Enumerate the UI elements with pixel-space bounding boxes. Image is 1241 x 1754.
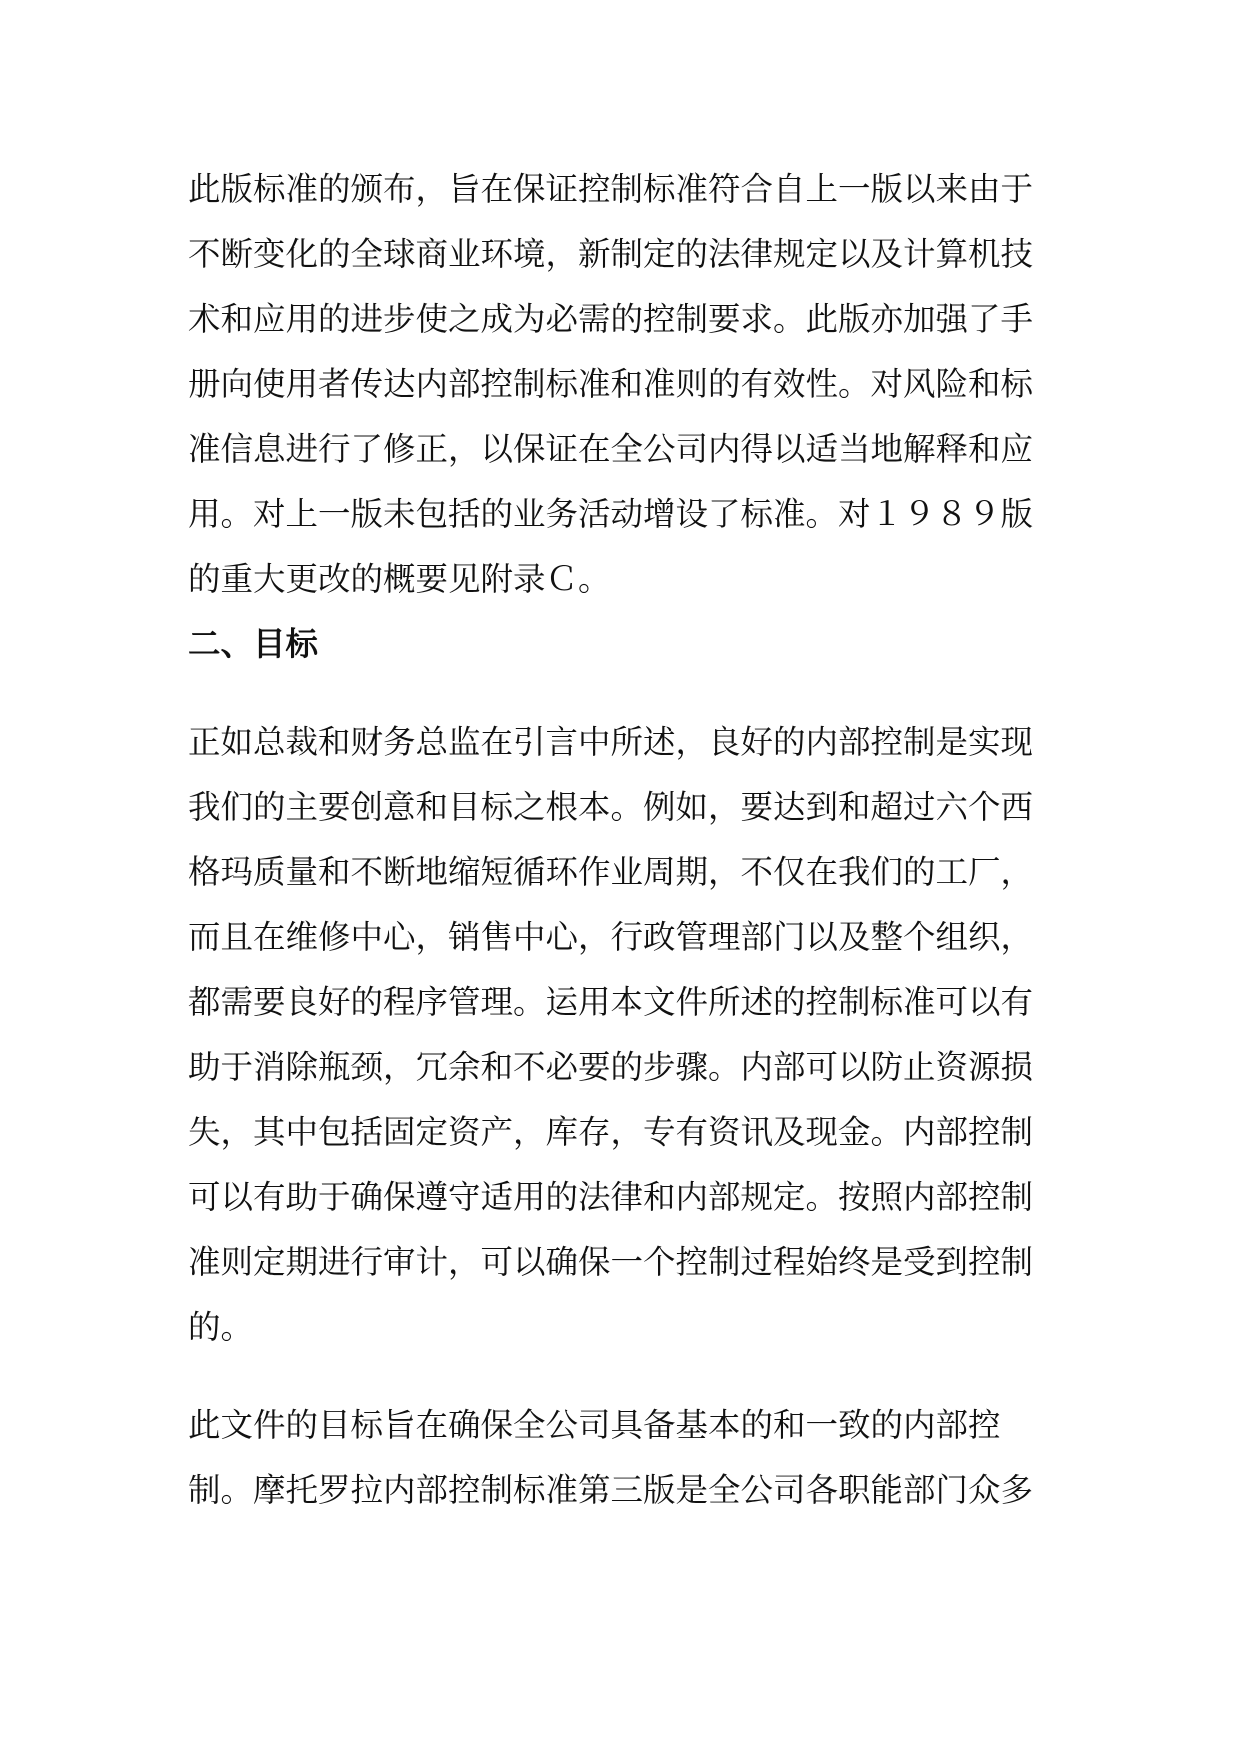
text-line: 此文件的目标旨在确保全公司具备基本的和一致的内部控 (188, 1406, 1001, 1444)
text-line: 准信息进行了修正，以保证在全公司内得以适当地解释和应 (188, 430, 1034, 468)
section-heading-objectives: 二、目标 (188, 625, 319, 663)
text-line: 失，其中包括固定资产，库存，专有资讯及现金。内部控制 (188, 1113, 1034, 1151)
text-line: 而且在维修中心，销售中心，行政管理部门以及整个组织， (188, 918, 1034, 956)
text-line: 格玛质量和不断地缩短循环作业周期，不仅在我们的工厂， (188, 853, 1034, 891)
text-line: 不断变化的全球商业环境，新制定的法律规定以及计算机技 (188, 235, 1034, 273)
text-line: 准则定期进行审计，可以确保一个控制过程始终是受到控制 (188, 1243, 1034, 1281)
text-line: 可以有助于确保遵守适用的法律和内部规定。按照内部控制 (188, 1178, 1034, 1216)
text-line: 术和应用的进步使之成为必需的控制要求。此版亦加强了手 (188, 300, 1034, 338)
document-body (188, 157, 1058, 1523)
text-line: 册向使用者传达内部控制标准和准则的有效性。对风险和标 (188, 365, 1034, 403)
paragraph-document-objective (188, 1393, 1058, 1523)
paragraph-internal-control-purpose (188, 710, 1058, 1360)
text-line: 的重大更改的概要见附录Ｃ。 (188, 560, 611, 598)
text-line: 助于消除瓶颈，冗余和不必要的步骤。内部可以防止资源损 (188, 1048, 1034, 1086)
text-line: 用。对上一版未包括的业务活动增设了标准。对１９８９版 (188, 495, 1034, 533)
text-line: 的。 (188, 1308, 254, 1346)
text-line: 我们的主要创意和目标之根本。例如，要达到和超过六个西 (188, 788, 1034, 826)
text-line: 此版标准的颁布，旨在保证控制标准符合自上一版以来由于 (188, 170, 1034, 208)
text-line: 都需要良好的程序管理。运用本文件所述的控制标准可以有 (188, 983, 1034, 1021)
paragraph-revision-notes (188, 157, 1058, 612)
text-line: 正如总裁和财务总监在引言中所述，良好的内部控制是实现 (188, 723, 1034, 761)
text-line: 制。摩托罗拉内部控制标准第三版是全公司各职能部门众多 (188, 1471, 1034, 1509)
